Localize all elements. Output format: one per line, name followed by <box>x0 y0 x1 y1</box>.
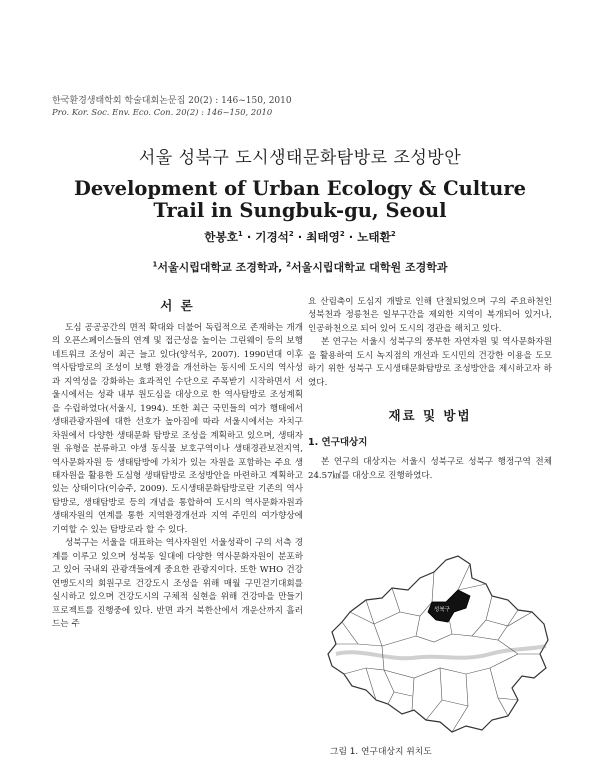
left-column <box>52 296 303 631</box>
paragraph: 성북구는 서울을 대표하는 역사자원인 서울성곽이 구의 서측 경계를 이루고 있으며 성북동 일대에 다양한 역사문화자원이 분포하고 있어 국내외 관광객들에게 중요한 관광지이다. 또한 WHO 건강연맹도시의 회원구로 건강도시 조성을 위해 매월 구민걷기대회를 실시하고 있으며 건강도시의 구체적 실현을 위해 건강마을 만들기 프로젝트를 진행중에 있다. 반면 과거 북한산에서 개운산까지 흘러드는 주 <box>52 538 303 629</box>
author-sup: 2 <box>288 230 294 239</box>
author-separator: · <box>293 230 307 244</box>
figure-caption: 그림 1. 연구대상지 위치도 <box>330 747 432 757</box>
affiliation: 서울시립대학교 조경학과, <box>157 261 283 274</box>
subsection-title: 1. 연구대상지 <box>308 437 368 449</box>
paragraph: 본 연구는 서울시 성북구의 풍부한 자연자원 및 역사문화자원을 활용하여 도시 녹지점의 개선과 도시민의 건강한 이용을 도모하기 위한 성북구 도시생태문화탐방로 조성방안을 제시하고자 하였다. <box>308 337 552 388</box>
author: 한봉호 <box>204 230 238 244</box>
highlight-label: 성북구 <box>434 607 450 613</box>
author-list <box>0 229 600 245</box>
title-korean: 서울 성북구 도시생태문화탐방로 조성방안 <box>138 148 462 168</box>
author-separator: · <box>344 230 358 244</box>
author-separator: · <box>242 230 256 244</box>
title-english: Development of Urban Ecology & Culture Trail in Sungbuk-gu, Seoul <box>73 177 527 222</box>
seoul-district-map <box>322 550 556 738</box>
right-column <box>308 296 552 483</box>
map-svg <box>322 550 556 738</box>
author-sup: 2 <box>339 230 345 239</box>
affil-sup: 1 <box>152 260 158 269</box>
journal-header-ko: 한국환경생태학회 학술대회논문집 20(2) : 146~150, 2010 <box>52 96 292 106</box>
paragraph: 요 산림축이 도심지 개발로 인해 단절되었으며 구의 주요하천인 성북천과 정릉천은 일부구간을 제외한 지역이 복개되어 있거나, 인공하천으로 되어 있어 도시의 경관을 해치고 있다. <box>308 297 552 334</box>
author-sup: 1 <box>237 230 243 239</box>
section-title-intro: 서 론 <box>160 298 195 313</box>
affiliations <box>0 259 600 275</box>
journal-header-en: Pro. Kor. Soc. Env. Eco. Con. 20(2) : 146~150, 2010 <box>52 107 273 117</box>
author: 노태환 <box>357 230 391 244</box>
author-sup: 2 <box>390 230 396 239</box>
author: 최태영 <box>306 230 340 244</box>
author: 기경석 <box>255 230 289 244</box>
section-title-methods: 재료 및 방법 <box>388 408 472 424</box>
paragraph: 도심 공공공간의 면적 확대와 더불어 독립적으로 존재하는 개개의 오픈스페이스들의 연계 및 접근성을 높이는 그린웨이 등의 보행 네트워크 조성이 최근 늘고 있다(양석우, 2007). 1990년대 이후 역사탐방로의 조성이 보행 환경을 개선하는 동시에 도시의 역사성과 지역성을 강화하는 효과적인 수단으로 주목받기 시작하면서 서울시에서는 성곽 내부 원도심을 대상으로 한 역사탐방로 조성계획을 수립하였다(서울시, 1994). 또한 최근 국민들의 여가 행태에서 생태관광자원에 대한 선호가 높아짐에 따라 서울시에서는 자치구 차원에서 다양한 생태문화 탐방로 조성을 계획하고 있으며, 생태자원 유형을 분류하고 야생 동식물 보호구역이나 생태경관보전지역, 역사문화자원 등 생태탐방에 가치가 있는 자원을 포함하는 주요 생태자원을 활용한 도심형 생태탐방로 조성방안을 마련하고 계획하고 있는 상태이다(이승주, 2009). 도시생태문화탐방로란 기존의 역사탐방로, 생태탐방로 등의 개념을 통합하여 도시의 역사문화자원과 생태자원의 연계를 통한 지역환경개선과 지역 주민의 여가향상에 기여할 수 있는 탐방로라 할 수 있다. <box>52 323 303 535</box>
affiliation: 서울시립대학교 대학원 조경학과 <box>291 261 448 274</box>
affil-sup: 2 <box>286 260 292 269</box>
paragraph: 본 연구의 대상지는 서울시 성북구로 성북구 행정구역 전체 24.57㎢를 대상으로 진행하였다. <box>308 457 552 481</box>
